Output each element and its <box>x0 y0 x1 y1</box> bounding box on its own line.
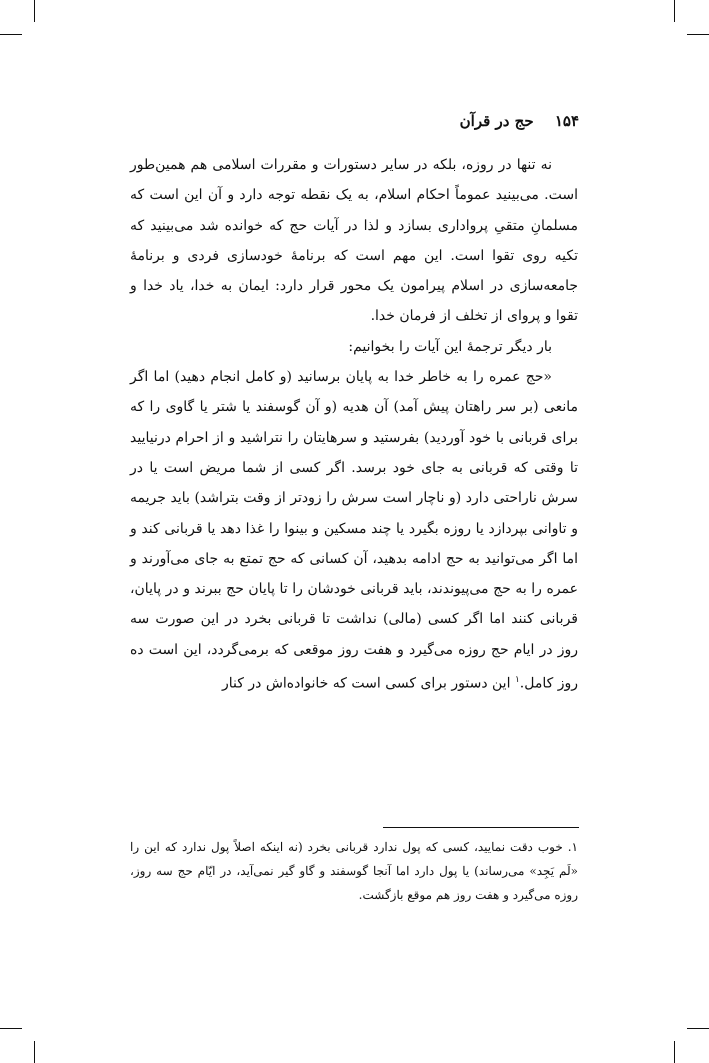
quote-text: «حج عمره را به خاطر خدا به پایان برسانید (و کامل انجام دهید) اما اگر مانعی (بر سر راهتان پیش آمد) آن هدیه (و آن گوسفند یا شتر یا گاوی را که برای قربانی با خود آوردید) بفرستید و سرهایتان را نتراشید و از احرام درنیایید تا وقتی که قربانی به جای خود برسد. اگر کسی از شما مریض است یا در سرش ناراحتی دارد (و ناچار است سرش را زودتر از وقت بتراشد) باید جریمه و تاوانی بپردازد یا روزه بگیرد یا چند مسکین و بینوا را غذا دهد یا قربانی کند و اما اگر می‌توانید به حج ادامه بدهید، آن کسانی که حج تمتع به جای می‌آورند و عمره را به حج می‌پیوندند، باید قربانی خودشان را تا پایان حج ببرند و در پایان، قربانی کنند اما اگر کسی (مالی) نداشت تا قربانی بخرد در این صورت سه روز در ایام حج روزه می‌گیرد و هفت روز موقعی که برمی‌گردد، این است ده روز کامل. <box>130 369 578 692</box>
book-title: حج در قرآن <box>459 112 534 130</box>
footnote-divider <box>383 827 579 828</box>
crop-mark-bottom-left-vertical <box>34 1041 35 1063</box>
footnote-marker: ۱ <box>514 675 520 686</box>
page-number: ۱۵۴ <box>554 112 579 130</box>
crop-mark-bottom-right-vertical <box>674 1041 675 1063</box>
crop-mark-top-left-vertical <box>34 0 35 22</box>
paragraph-quote <box>130 362 578 699</box>
body-text <box>130 150 578 699</box>
quote-continuation: این دستور برای کسی است که خانواده‌اش در کنار <box>222 675 511 692</box>
paragraph-lead-in: بار دیگر ترجمهٔ این آیات را بخوانیم: <box>348 338 552 355</box>
crop-mark-bottom-right-horizontal <box>687 1028 709 1029</box>
paragraph-intro: نه تنها در روزه، بلکه در سایر دستورات و مقررات اسلامی هم همین‌طور است. می‌بینید عموماً احکام اسلام، به یک نقطه توجه دارد و آن این است که مسلمانِ متقیِ پرواداری بسازد و لذا در آیات حج که خوانده شد می‌بینید که تکیه روی تقوا است. این مهم است که برنامهٔ خودسازی فردی و برنامهٔ جامعه‌سازی در اسلام پیرامون یک محور قرار دارد: ایمان به خدا، یاد خدا و تقوا و پروای از تخلف از فرمان خدا. <box>130 157 578 325</box>
crop-mark-bottom-left-horizontal <box>0 1028 22 1029</box>
footnote <box>130 835 578 907</box>
crop-mark-top-left-horizontal <box>0 34 22 35</box>
running-header <box>460 112 579 130</box>
crop-mark-top-right-vertical <box>674 0 675 22</box>
footnote-text: ۱. خوب دقت نمایید، کسی که پول ندارد قربانی بخرد (نه اینکه اصلاً پول ندارد که این را «لَم یَجِد» می‌رساند) یا پول دارد اما آنجا گوسفند و گاو گیر نمی‌آید، در ایّام حج سه روز، روزه می‌گیرد و هفت روز هم موقع بازگشت. <box>130 840 578 902</box>
crop-mark-top-right-horizontal <box>687 34 709 35</box>
